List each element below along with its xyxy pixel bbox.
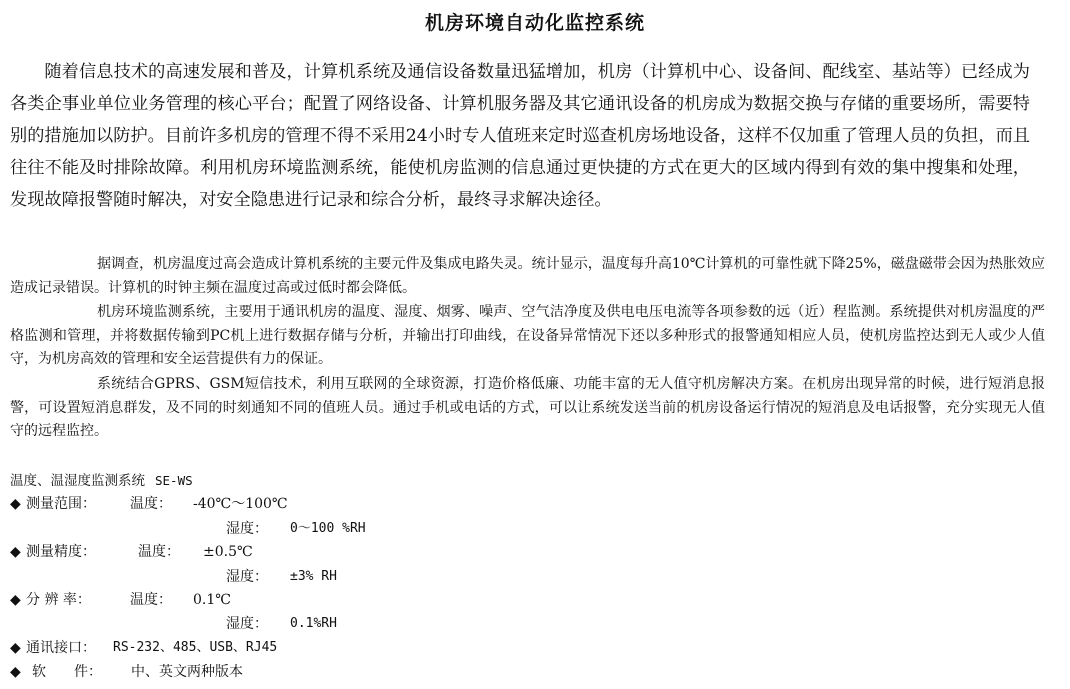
- interface-value: RS-232、485、USB、RJ45: [113, 640, 278, 655]
- spec-row-range: [10, 494, 96, 514]
- accuracy-hum-value: ±3% RH: [290, 569, 337, 584]
- spec-label-interface: 通讯接口：: [26, 640, 96, 656]
- spec-row-resolution: [10, 590, 91, 610]
- resolution-temp-value: 0.1℃: [193, 592, 231, 608]
- range-temp-value: -40℃～100℃: [193, 496, 288, 512]
- diamond-bullet-icon: ◆: [10, 496, 21, 512]
- accuracy-temp-label: 温度：: [138, 544, 180, 560]
- accuracy-temp-value: ±0.5℃: [203, 544, 253, 560]
- range-hum-label: 湿度：: [226, 521, 268, 537]
- spec-label-accuracy: 测量精度：: [26, 544, 96, 560]
- resolution-temp-label: 温度：: [130, 592, 172, 608]
- accuracy-hum-label: 湿度：: [226, 569, 268, 585]
- diamond-bullet-icon: ◆: [10, 640, 21, 656]
- spec-label-resolution: 分 辨 率：: [26, 592, 91, 608]
- page-title: 机房环境自动化监控系统: [424, 12, 645, 34]
- spec-heading: [10, 471, 193, 491]
- spec-title: 温度、温湿度监测系统: [10, 473, 145, 489]
- spec-label-range: 测量范围：: [26, 496, 96, 512]
- spec-model-code: SE-WS: [155, 473, 193, 488]
- spec-label-software: 软 件：: [32, 664, 102, 680]
- spec-row-accuracy: [10, 542, 96, 562]
- intro-paragraph: 随着信息技术的高速发展和普及，计算机系统及通信设备数量迅猛增加，机房（计算机中心、设备间、配线室、基站等）已经成为各类企事业单位业务管理的核心平台；配置了网络设备、计算机服务器及其它通讯设备的机房成为数据交换与存储的重要场所，需要特别的措施加以防护。目前许多机房的管理不得不采用24小时专人值班来定时巡查机房场地设备，这样不仅加重了管理人员的负担，而且往往不能及时排除故障。利用机房环境监测系统，能使机房监测的信息通过更快捷的方式在更大的区域内得到有效的集中搜集和处理，发现故障报警随时解决，对安全隐患进行记录和综合分析，最终寻求解决途径。: [10, 62, 1030, 210]
- diamond-bullet-icon: ◆: [10, 592, 21, 608]
- body-paragraph-monitoring: 机房环境监测系统，主要用于通讯机房的温度、湿度、烟雾、噪声、空气洁净度及供电电压电流等各项参数的远（近）程监测。系统提供对机房温度的严格监测和管理，并将数据传输到PC机上进行数据存储与分析，并输出打印曲线，在设备异常情况下还以多种形式的报警通知相应人员，使机房监控达到无人或少人值守，为机房高效的管理和安全运营提供有力的保证。: [10, 304, 1045, 367]
- range-hum-value: 0～100 %RH: [290, 521, 366, 536]
- diamond-bullet-icon: ◆: [10, 544, 21, 560]
- resolution-hum-value: 0.1%RH: [290, 616, 337, 631]
- body-paragraph-gsm: 系统结合GPRS、GSM短信技术，利用互联网的全球资源，打造价格低廉、功能丰富的无人值守机房解决方案。在机房出现异常的时候，进行短消息报警，可设置短消息群发，及不同的时刻通知不同的值班人员。通过手机或电话的方式，可以让系统发送当前的机房设备运行情况的短消息及电话报警，充分实现无人值守的远程监控。: [10, 376, 1045, 439]
- software-value: 中、英文两种版本: [131, 664, 243, 680]
- resolution-hum-label: 湿度：: [226, 616, 268, 632]
- spec-row-software: [10, 662, 102, 682]
- body-paragraph-temperature: 据调查，机房温度过高会造成计算机系统的主要元件及集成电路失灵。统计显示，温度每升高10℃计算机的可靠性就下降25%，磁盘磁带会因为热胀效应造成记录错误。计算机的时钟主频在温度过高或过低时都会降低。: [10, 256, 1045, 296]
- range-temp-label: 温度：: [130, 496, 172, 512]
- spec-row-interface: [10, 638, 96, 658]
- diamond-bullet-icon: ◆: [10, 664, 21, 680]
